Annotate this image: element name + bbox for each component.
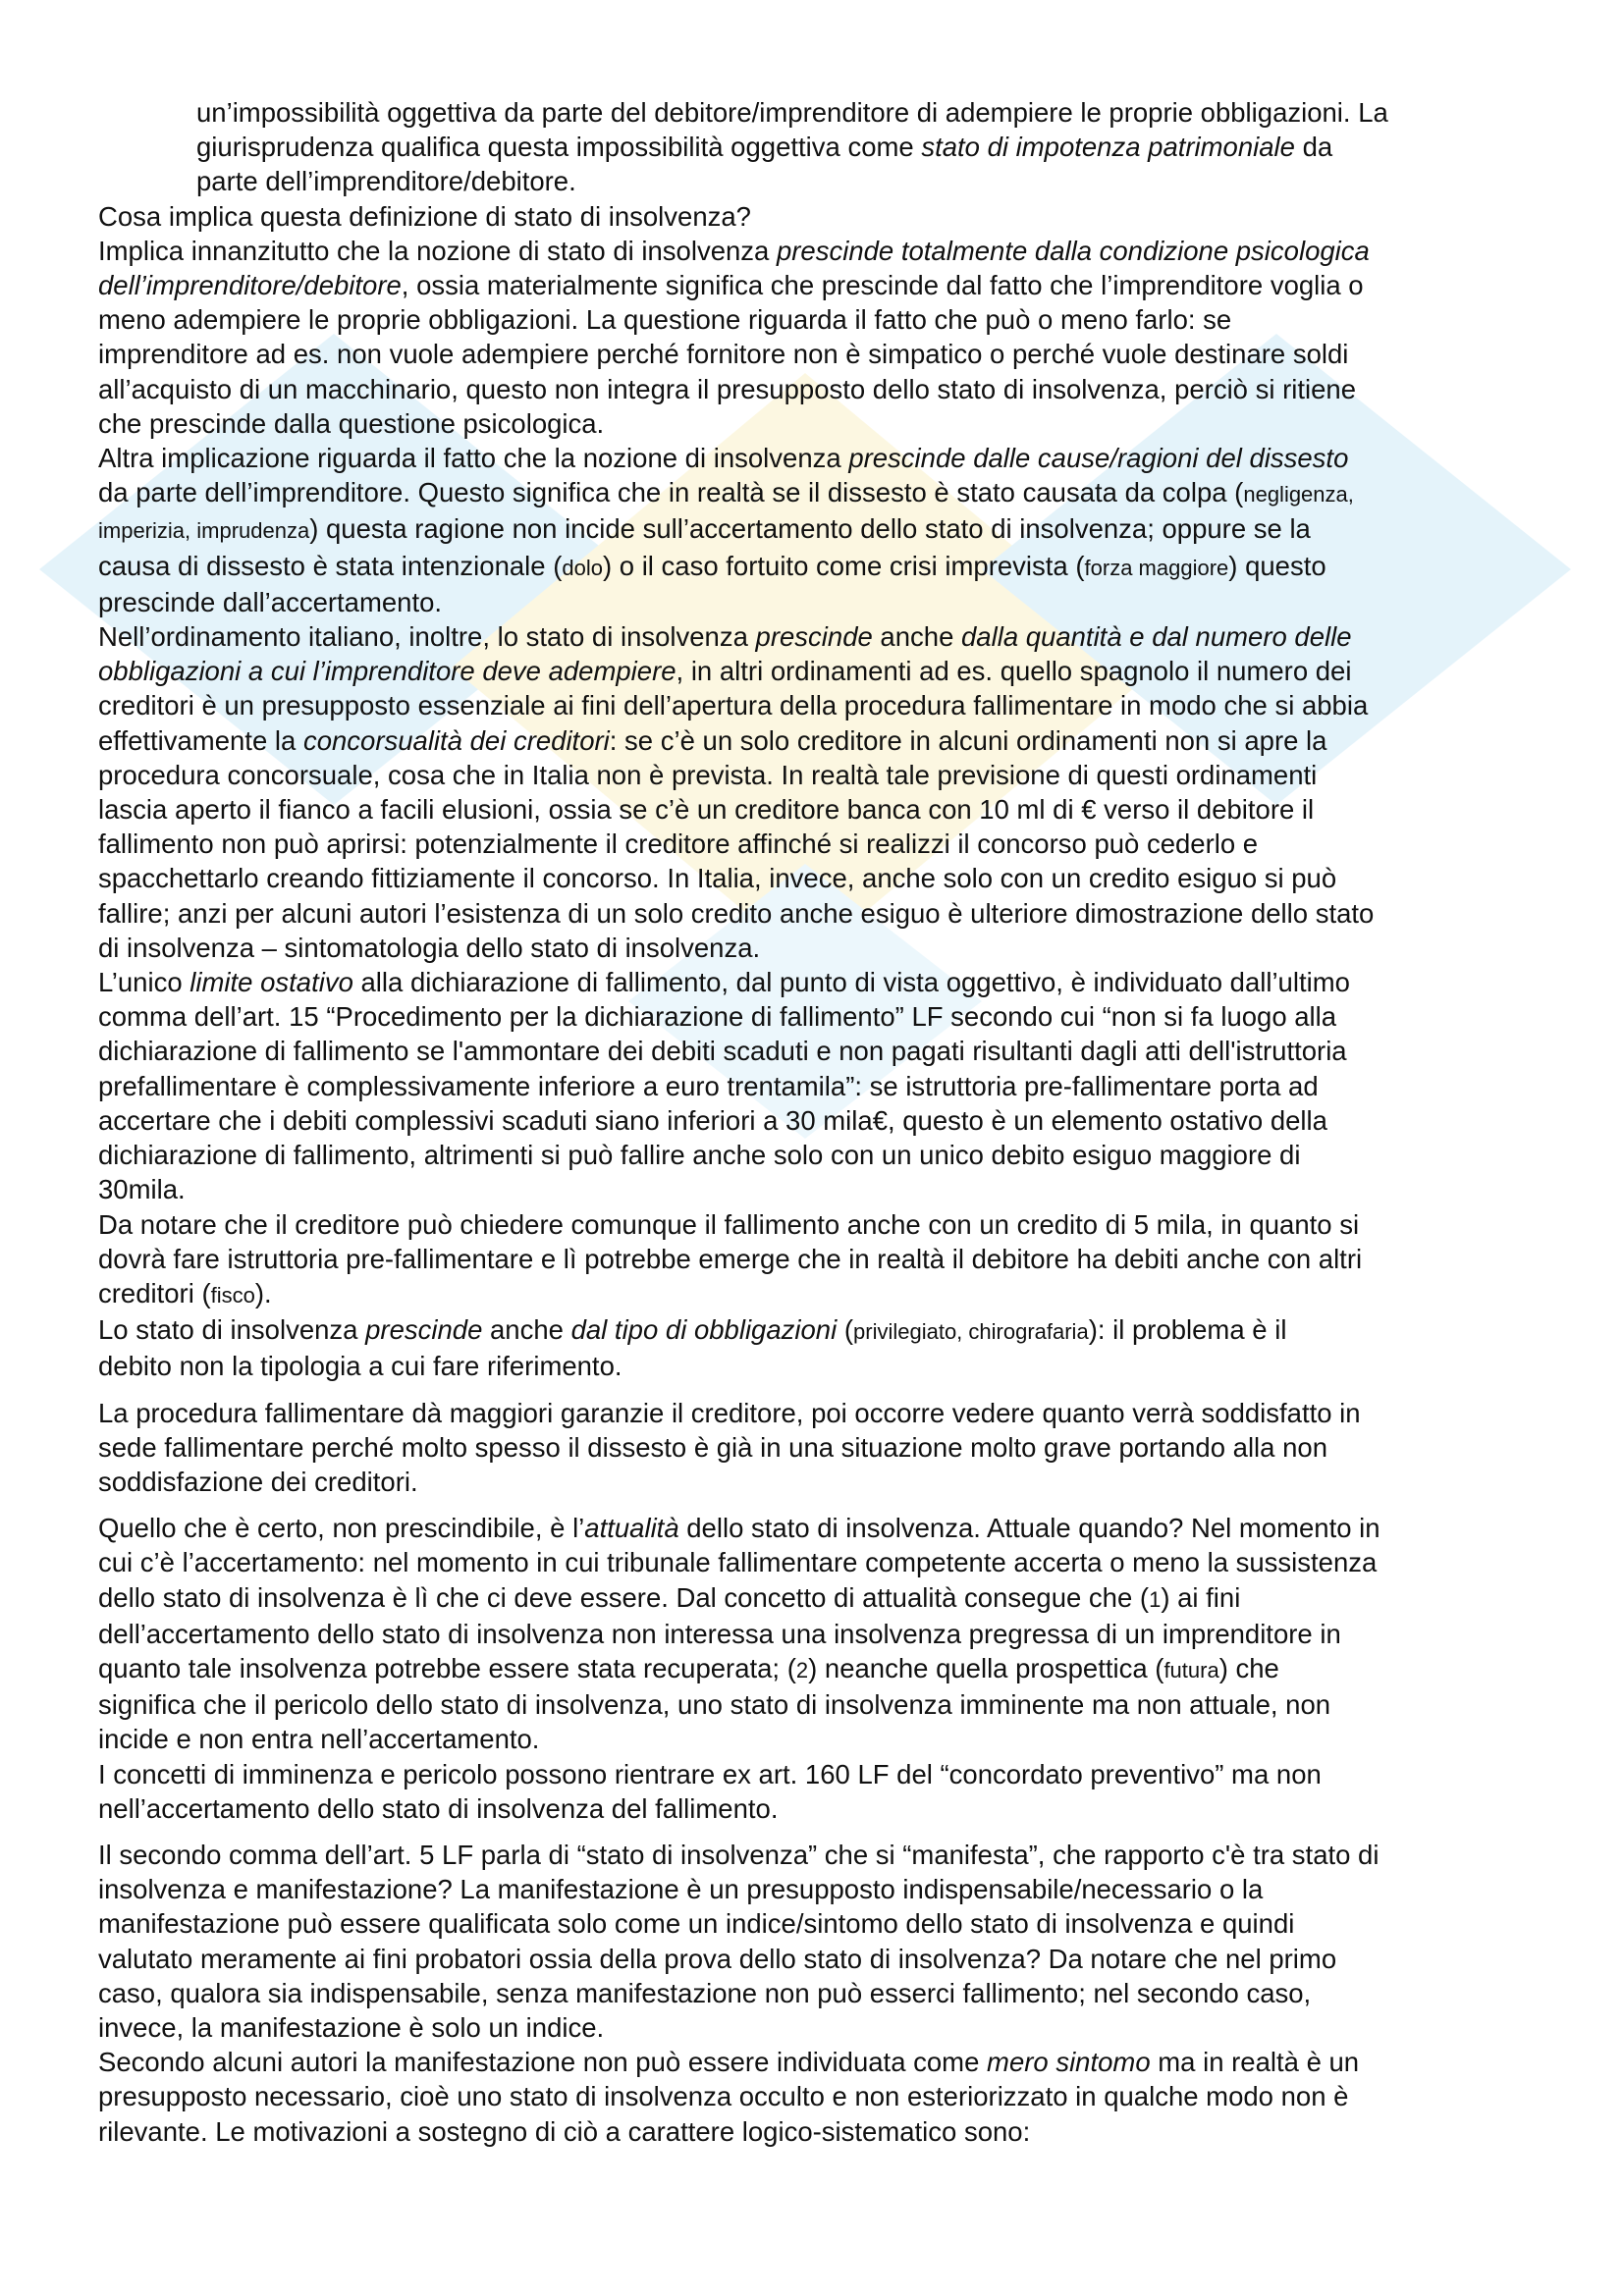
text-line-50 bbox=[98, 1838, 1534, 1872]
emphasis-text: concorsualità dei creditori bbox=[302, 724, 610, 756]
text-segment: prescinde dall’accertamento. bbox=[98, 586, 443, 617]
emphasis-text: dal tipo di obbligazioni bbox=[570, 1314, 838, 1346]
text-line-37 bbox=[98, 1349, 1534, 1383]
text-line-48 bbox=[98, 1757, 1534, 1791]
text-line-34 bbox=[98, 1242, 1534, 1276]
text-segment: quanto tale insolvenza potrebbe essere stata recuperata; ( bbox=[98, 1652, 796, 1683]
text-line-18 bbox=[98, 688, 1534, 722]
text-segment: cui c’è l’accertamento: nel momento in cui tribunale fallimentare competente accerta o meno la sussistenza bbox=[98, 1547, 1378, 1578]
emphasis-text: attualità bbox=[584, 1513, 679, 1544]
text-line-38 bbox=[98, 1396, 1534, 1430]
small-note: privilegiato, chirografaria bbox=[853, 1319, 1089, 1345]
text-segment: Secondo alcuni autori la manifestazione non può essere individuata come bbox=[98, 2047, 988, 2078]
text-segment: ) neanche quella prospettica ( bbox=[808, 1652, 1164, 1683]
text-segment: ) questa ragione non incide sull’accertamento dello stato di insolvenza; oppure se la bbox=[309, 513, 1311, 545]
text-segment: creditori è un presupposto essenziale ai fini dell’apertura della procedura fallimentare in modo che si abbia bbox=[98, 690, 1369, 721]
text-segment: 30mila. bbox=[98, 1174, 186, 1205]
text-line-7 bbox=[98, 302, 1534, 337]
emphasis-text: prescinde bbox=[365, 1314, 483, 1346]
text-segment: ma in realtà è un bbox=[1150, 2047, 1360, 2078]
small-note: fisco bbox=[210, 1282, 255, 1308]
paragraph-gap bbox=[98, 1499, 1534, 1511]
text-line-30 bbox=[98, 1103, 1534, 1138]
text-line-39 bbox=[98, 1430, 1534, 1465]
text-segment: caso, qualora sia indispensabile, senza manifestazione non può esserci fallimento; nel secondo caso, bbox=[98, 1977, 1312, 2008]
text-segment: , in altri ordinamenti ad es. quello spagnolo il numero dei bbox=[676, 656, 1352, 687]
text-segment: ): il problema è il bbox=[1088, 1314, 1287, 1346]
text-segment: Quello che è certo, non prescindibile, è l’ bbox=[98, 1513, 585, 1544]
text-line-5 bbox=[98, 234, 1534, 268]
text-segment: dichiarazione di fallimento se l'ammontare dei debiti scaduti e non pagati risultanti dagli atti dell'istruttoria bbox=[98, 1036, 1347, 1067]
text-segment: incide e non entra nell’accertamento. bbox=[98, 1724, 540, 1755]
text-segment: parte dell’imprenditore/debitore. bbox=[196, 166, 576, 197]
small-note: 1 bbox=[1149, 1586, 1162, 1612]
text-segment: ) questo bbox=[1228, 550, 1326, 581]
text-line-16 bbox=[98, 619, 1534, 654]
text-line-49 bbox=[98, 1791, 1534, 1826]
text-segment: da bbox=[1294, 132, 1333, 163]
text-segment: di insolvenza – sintomatologia dello stato di insolvenza. bbox=[98, 932, 761, 963]
text-line-28 bbox=[98, 1034, 1534, 1068]
emphasis-text: dell’imprenditore/debitore bbox=[98, 270, 402, 301]
text-segment: rilevante. Le motivazioni a sostegno di ciò a carattere logico-sistematico sono: bbox=[98, 2115, 1031, 2147]
text-line-47 bbox=[98, 1722, 1534, 1756]
text-line-56 bbox=[98, 2045, 1534, 2079]
text-line-52 bbox=[98, 1906, 1534, 1941]
text-segment: Lo stato di insolvenza bbox=[98, 1314, 366, 1346]
text-segment: ). bbox=[254, 1277, 272, 1308]
text-line-11 bbox=[98, 441, 1534, 475]
paragraph-gap bbox=[98, 1826, 1534, 1838]
text-line-26 bbox=[98, 965, 1534, 999]
text-line-14 bbox=[98, 549, 1534, 585]
text-segment: che prescinde dalla questione psicologica. bbox=[98, 407, 605, 439]
text-segment: dovrà fare istruttoria pre-fallimentare e lì potrebbe emerge che in realtà il debitore ha debiti anche con altri bbox=[98, 1243, 1363, 1274]
text-line-24 bbox=[98, 896, 1534, 931]
text-line-21 bbox=[98, 792, 1534, 827]
text-segment: valutato meramente ai fini probatori ossia della prova dello stato di insolvenza? Da notare che nel primo bbox=[98, 1943, 1337, 1974]
emphasis-text: stato di impotenza patrimoniale bbox=[921, 132, 1295, 163]
text-line-20 bbox=[98, 758, 1534, 792]
text-segment: Implica innanzitutto che la nozione di stato di insolvenza bbox=[98, 235, 777, 266]
emphasis-text: dalla quantità e dal numero delle bbox=[961, 621, 1352, 653]
text-segment: nell’accertamento dello stato di insolvenza del fallimento. bbox=[98, 1792, 779, 1824]
text-line-17 bbox=[98, 654, 1534, 688]
text-segment: ) che bbox=[1218, 1652, 1279, 1683]
text-line-35 bbox=[98, 1276, 1534, 1312]
text-segment: anche bbox=[872, 621, 962, 653]
text-segment: insolvenza e manifestazione? La manifestazione è un presupposto indispensabile/necessario o la bbox=[98, 1874, 1264, 1905]
text-segment: dello stato di insolvenza. Attuale quando? Nel momento in bbox=[678, 1513, 1380, 1544]
text-segment: dichiarazione di fallimento, altrimenti si può fallire anche solo con un unico debito esiguo maggiore di bbox=[98, 1140, 1301, 1171]
text-line-12 bbox=[98, 475, 1534, 511]
text-line-46 bbox=[98, 1687, 1534, 1722]
text-segment: sede fallimentare perché molto spesso il dissesto è già in una situazione molto grave portando alla non bbox=[98, 1431, 1327, 1463]
text-segment: imprenditore ad es. non vuole adempiere perché fornitore non è simpatico o perché vuole destinare soldi bbox=[98, 339, 1349, 370]
text-segment: dello stato di insolvenza è lì che ci deve essere. Dal concetto di attualità consegue che ( bbox=[98, 1581, 1150, 1613]
text-segment: fallire; anzi per alcuni autori l’esistenza di un solo credito anche esiguo è ulteriore dimostrazione dello stato bbox=[98, 897, 1375, 929]
text-line-42 bbox=[98, 1545, 1534, 1579]
text-line-41 bbox=[98, 1511, 1534, 1545]
text-segment: debito non la tipologia a cui fare riferimento. bbox=[98, 1351, 622, 1382]
text-line-51 bbox=[98, 1872, 1534, 1906]
text-line-6 bbox=[98, 268, 1534, 302]
text-segment: presupposto necessario, cioè uno stato di insolvenza occulto e non esteriorizzato in qualche modo non è bbox=[98, 2081, 1349, 2112]
text-line-32 bbox=[98, 1172, 1534, 1206]
text-line-36 bbox=[98, 1312, 1534, 1349]
emphasis-text: mero sintomo bbox=[987, 2047, 1151, 2078]
emphasis-text: prescinde dalle cause/ragioni del dissesto bbox=[848, 443, 1349, 474]
text-line-25 bbox=[98, 931, 1534, 965]
text-line-43 bbox=[98, 1580, 1534, 1617]
text-segment: Da notare che il creditore può chiedere comunque il fallimento anche con un credito di 5 mila, in quanto si bbox=[98, 1208, 1360, 1240]
text-segment: L’unico bbox=[98, 967, 190, 998]
small-note: 2 bbox=[795, 1657, 809, 1682]
text-segment: giurisprudenza qualifica questa impossibilità oggettiva come bbox=[196, 132, 922, 163]
text-segment: accertare che i debiti complessivi scaduti siano inferiori a 30 mila€, questo è un elemento ostativo della bbox=[98, 1104, 1327, 1136]
text-line-4 bbox=[98, 199, 1534, 234]
emphasis-text: prescinde bbox=[755, 621, 873, 653]
text-segment: significa che il pericolo dello stato di insolvenza, uno stato di insolvenza imminente ma non attuale, non bbox=[98, 1689, 1331, 1721]
text-line-53 bbox=[98, 1942, 1534, 1976]
text-segment: , ossia materialmente significa che prescinde dal fatto che l’imprenditore voglia o bbox=[401, 270, 1364, 301]
text-line-31 bbox=[98, 1138, 1534, 1172]
small-note: negligenza, bbox=[1243, 482, 1354, 507]
text-segment: dell’accertamento dello stato di insolvenza non interessa una insolvenza pregressa di un imprenditore in bbox=[98, 1618, 1341, 1649]
text-segment: La procedura fallimentare dà maggiori garanzie il creditore, poi occorre vedere quanto verrà soddisfatto in bbox=[98, 1397, 1361, 1428]
text-line-9 bbox=[98, 372, 1534, 406]
text-segment: lascia aperto il fianco a facili elusioni, ossia se c’è un creditore banca con 10 ml di € verso il debitore il bbox=[98, 794, 1315, 826]
text-segment: anche bbox=[482, 1314, 571, 1346]
document-body bbox=[98, 95, 1534, 2149]
text-segment: Nell’ordinamento italiano, inoltre, lo stato di insolvenza bbox=[98, 621, 756, 653]
text-line-19 bbox=[98, 723, 1534, 758]
text-segment: ( bbox=[837, 1314, 854, 1346]
text-line-27 bbox=[98, 999, 1534, 1034]
text-segment: alla dichiarazione di fallimento, dal punto di vista oggettivo, è individuato dall’ultimo bbox=[352, 967, 1350, 998]
small-note: dolo bbox=[562, 555, 603, 580]
text-line-13 bbox=[98, 511, 1534, 548]
small-note: forza maggiore bbox=[1084, 555, 1229, 580]
text-segment: da parte dell’imprenditore. Questo significa che in realtà se il dissesto è stato causata da colpa ( bbox=[98, 477, 1244, 508]
text-line-2 bbox=[98, 130, 1534, 164]
text-segment: invece, la manifestazione è solo un indice. bbox=[98, 2011, 605, 2043]
text-line-54 bbox=[98, 1976, 1534, 2010]
text-segment: meno adempiere le proprie obbligazioni. La questione riguarda il fatto che può o meno farlo: se bbox=[98, 304, 1232, 336]
text-segment: I concetti di imminenza e pericolo possono rientrare ex art. 160 LF del “concordato preventivo” ma non bbox=[98, 1758, 1322, 1789]
text-line-10 bbox=[98, 406, 1534, 441]
text-segment: un’impossibilità oggettiva da parte del debitore/imprenditore di adempiere le proprie obbligazioni. La bbox=[196, 97, 1388, 128]
text-line-33 bbox=[98, 1207, 1534, 1242]
text-line-8 bbox=[98, 337, 1534, 371]
small-note: imperizia, imprudenza bbox=[98, 518, 310, 544]
text-segment: soddisfazione dei creditori. bbox=[98, 1466, 418, 1497]
text-segment: ) ai fini bbox=[1161, 1581, 1241, 1613]
text-line-15 bbox=[98, 585, 1534, 619]
text-segment: effettivamente la bbox=[98, 724, 303, 756]
text-segment: Cosa implica questa definizione di stato di insolvenza? bbox=[98, 200, 751, 232]
text-line-3 bbox=[98, 164, 1534, 198]
text-line-1 bbox=[98, 95, 1534, 130]
text-segment: spacchettarlo creando fittiziamente il concorso. In Italia, invece, anche solo con un credito esiguo si può bbox=[98, 863, 1337, 894]
paragraph-gap bbox=[98, 1384, 1534, 1396]
text-segment: Il secondo comma dell’art. 5 LF parla di “stato di insolvenza” che si “manifesta”, che rapporto c'è tra stato di bbox=[98, 1839, 1380, 1870]
text-segment: manifestazione può essere qualificata solo come un indice/sintomo dello stato di insolvenza e quindi bbox=[98, 1908, 1295, 1940]
text-segment: fallimento non può aprirsi: potenzialmente il creditore affinché si realizzi il concorso può cederlo e bbox=[98, 828, 1259, 860]
text-line-40 bbox=[98, 1465, 1534, 1499]
text-segment: Altra implicazione riguarda il fatto che la nozione di insolvenza bbox=[98, 443, 849, 474]
text-segment: creditori ( bbox=[98, 1277, 211, 1308]
small-note: futura bbox=[1163, 1657, 1219, 1682]
text-segment: all’acquisto di un macchinario, questo non integra il presupposto dello stato di insolvenza, perciò si ritiene bbox=[98, 373, 1357, 404]
text-segment: ) o il caso fortuito come crisi imprevista ( bbox=[602, 550, 1085, 581]
text-line-23 bbox=[98, 861, 1534, 895]
text-segment: : se c’è un solo creditore in alcuni ordinamenti non si apre la bbox=[609, 724, 1327, 756]
emphasis-text: limite ostativo bbox=[189, 967, 353, 998]
text-segment: comma dell’art. 15 “Procedimento per la dichiarazione di fallimento” LF secondo cui “non si fa luogo alla bbox=[98, 1001, 1337, 1033]
text-line-22 bbox=[98, 827, 1534, 861]
emphasis-text: prescinde totalmente dalla condizione psicologica bbox=[776, 235, 1370, 266]
text-line-44 bbox=[98, 1617, 1534, 1651]
text-line-57 bbox=[98, 2079, 1534, 2113]
text-line-58 bbox=[98, 2114, 1534, 2149]
text-line-55 bbox=[98, 2010, 1534, 2045]
text-segment: prefallimentare è complessivamente inferiore a euro trentamila”: se istruttoria pre-fallimentare porta ad bbox=[98, 1070, 1319, 1101]
text-segment: procedura concorsuale, cosa che in Italia non è prevista. In realtà tale previsione di questi ordinamenti bbox=[98, 759, 1318, 790]
emphasis-text: obbligazioni a cui l’imprenditore deve adempiere bbox=[98, 656, 676, 687]
text-line-45 bbox=[98, 1651, 1534, 1687]
text-segment: causa di dissesto è stata intenzionale ( bbox=[98, 550, 563, 581]
text-line-29 bbox=[98, 1069, 1534, 1103]
